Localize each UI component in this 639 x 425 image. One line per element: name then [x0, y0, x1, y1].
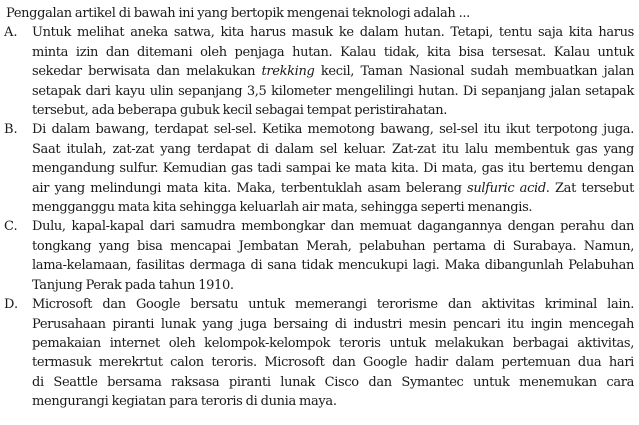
option-line: minta izin dan ditemani oleh penjaga hutan. Kalau tidak, kita bisa tersesat. Kalau untuk: [32, 44, 634, 60]
option-line: tersebut, ada beberapa gubuk kecil sebagai tempat peristirahatan.: [32, 103, 448, 119]
option-line: Di dalam bawang, terdapat sel-sel. Ketika memotong bawang, sel-sel itu ikut terpotong juga.: [32, 122, 634, 138]
option-a: [4, 23, 634, 120]
option-line: pemakaian internet oleh kelompok-kelompok teroris untuk melakukan berbagai aktivitas,: [32, 335, 634, 351]
option-b: [4, 120, 634, 217]
option-line: Saat itulah, zat-zat yang terdapat di dalam sel keluar. Zat-zat itu lalu membentuk gas yang: [32, 141, 634, 157]
option-line: tongkang yang bisa mencapai Jembatan Merah, pelabuhan pertama di Surabaya. Namun,: [32, 238, 634, 254]
option-d: [4, 295, 634, 411]
option-line: Dulu, kapal-kapal dari samudra membongkar dan memuat dagangannya dengan perahu dan: [32, 219, 634, 235]
option-letter: C.: [4, 219, 18, 235]
question-text: Penggalan artikel di bawah ini yang bertopik mengenai teknologi adalah ...: [6, 6, 470, 21]
option-line: Microsoft dan Google bersatu untuk memerangi terorisme dan aktivitas kriminal lain.: [32, 297, 634, 313]
question-document: [4, 4, 634, 412]
option-line: termasuk merekrtut calon teroris. Microsoft dan Google hadir dalam pertemuan dua hari: [32, 355, 634, 371]
italic-term: trekking: [261, 64, 315, 80]
option-line: sekedar berwisata dan melakukan trekking kecil, Taman Nasional sudah membuatkan jalan: [32, 64, 634, 80]
option-line: lama-kelamaan, fasilitas dermaga di sana tidak mencukupi lagi. Maka dibangunlah Pelabuhan: [32, 258, 634, 274]
option-line: Untuk melihat aneka satwa, kita harus masuk ke dalam hutan. Tetapi, tentu saja kita harus: [32, 25, 634, 41]
option-line: mengandung sulfur. Kemudian gas tadi sampai ke mata kita. Di mata, gas itu bertemu dengan: [32, 161, 634, 177]
option-letter: B.: [4, 122, 18, 138]
option-line: mengurangi kegiatan para teroris di dunia maya.: [32, 394, 337, 410]
italic-term: sulfuric acid: [467, 180, 546, 196]
option-line: di Seattle bersama raksasa piranti lunak Cisco dan Symantec untuk menemukan cara: [32, 374, 634, 390]
option-letter: A.: [4, 25, 18, 41]
option-letter: D.: [4, 297, 19, 313]
option-line: air yang melindungi mata kita. Maka, terbentuklah asam belerang sulfuric acid. Zat tersebut: [32, 180, 634, 196]
option-line: mengganggu mata kita sehingga keluarlah air mata, sehingga seperti menangis.: [32, 200, 533, 216]
option-line: setapak dari kayu ulin sepanjang 3,5 kilometer mengelilingi hutan. Di sepanjang jalan setapak: [32, 83, 634, 99]
option-line: Tanjung Perak pada tahun 1910.: [32, 277, 234, 293]
option-line: Perusahaan piranti lunak yang juga bersaing di industri mesin pencari itu ingin mencegah: [32, 316, 634, 332]
option-c: [4, 217, 634, 295]
